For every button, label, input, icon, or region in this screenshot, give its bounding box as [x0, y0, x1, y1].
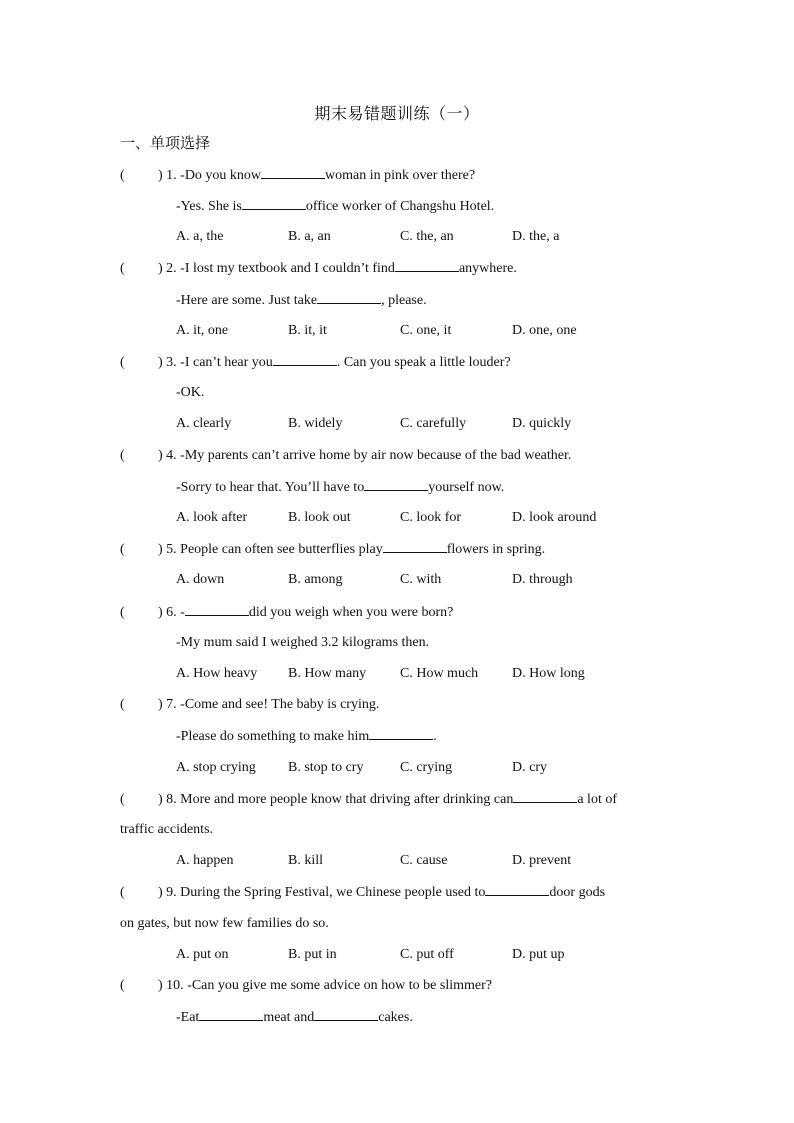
question-1-line-2: -Yes. She is office worker of Changshu Hotel. [176, 196, 494, 217]
answer-blank[interactable] [383, 539, 447, 553]
answer-blank[interactable] [485, 882, 549, 896]
answer-blank[interactable] [242, 196, 306, 210]
answer-blank[interactable] [364, 477, 428, 491]
answer-blank[interactable] [395, 258, 459, 272]
question-2-line-2: -Here are some. Just take , please. [176, 290, 427, 311]
question-5-options: A. down B. among C. with D. through [176, 572, 573, 587]
question-8-options: A. happen B. kill C. cause D. prevent [176, 853, 572, 868]
answer-blank[interactable] [314, 1007, 378, 1021]
question-5: ( ) 5. People can often see butterflies play flowers in spring. [120, 539, 545, 560]
section-heading: 一、单项选择 [120, 134, 211, 152]
answer-blank[interactable] [261, 165, 325, 179]
question-6-options: A. How heavy B. How many C. How much D. How long [176, 666, 585, 681]
question-6: ( ) 6. - did you weigh when you were born? [120, 602, 453, 623]
answer-blank[interactable] [199, 1007, 263, 1021]
question-10-line-2: -Eat meat and cakes. [176, 1007, 413, 1028]
question-3: ( ) 3. -I can’t hear you . Can you speak a little louder? [120, 352, 511, 373]
question-8-line-2: traffic accidents. [120, 822, 214, 837]
answer-blank[interactable] [513, 789, 577, 803]
question-7-line-2: -Please do something to make him . [176, 726, 437, 747]
question-4: ( ) 4. -My parents can’t arrive home by air now because of the bad weather. [120, 448, 572, 463]
question-9-line-2: on gates, but now few families do so. [120, 916, 329, 931]
question-3-line-2: -OK. [176, 385, 205, 400]
question-2-options: A. it, one B. it, it C. one, it D. one, one [176, 323, 577, 338]
answer-blank[interactable] [273, 352, 337, 366]
question-9-options: A. put on B. put in C. put off D. put up [176, 947, 565, 962]
question-1-options: A. a, the B. a, an C. the, an D. the, a [176, 229, 560, 244]
question-2: ( ) 2. -I lost my textbook and I couldn’t find anywhere. [120, 258, 517, 279]
question-10: ( ) 10. -Can you give me some advice on how to be slimmer? [120, 978, 492, 993]
question-3-options: A. clearly B. widely C. carefully D. quickly [176, 416, 572, 431]
question-4-line-2: -Sorry to hear that. You’ll have to yourself now. [176, 477, 504, 498]
question-8: ( ) 8. More and more people know that driving after drinking can a lot of [120, 789, 617, 810]
answer-blank[interactable] [185, 602, 249, 616]
question-6-line-2: -My mum said I weighed 3.2 kilograms then. [176, 635, 430, 650]
answer-blank[interactable] [369, 726, 433, 740]
question-7-options: A. stop crying B. stop to cry C. crying D. cry [176, 760, 547, 775]
question-7: ( ) 7. -Come and see! The baby is crying. [120, 697, 380, 712]
answer-blank[interactable] [317, 290, 381, 304]
question-1: ( ) 1. -Do you know woman in pink over there? [120, 165, 475, 186]
question-4-options: A. look after B. look out C. look for D. look around [176, 510, 597, 525]
question-9: ( ) 9. During the Spring Festival, we Chinese people used to door gods [120, 882, 605, 903]
page-title: 期末易错题训练（一） [314, 104, 480, 123]
